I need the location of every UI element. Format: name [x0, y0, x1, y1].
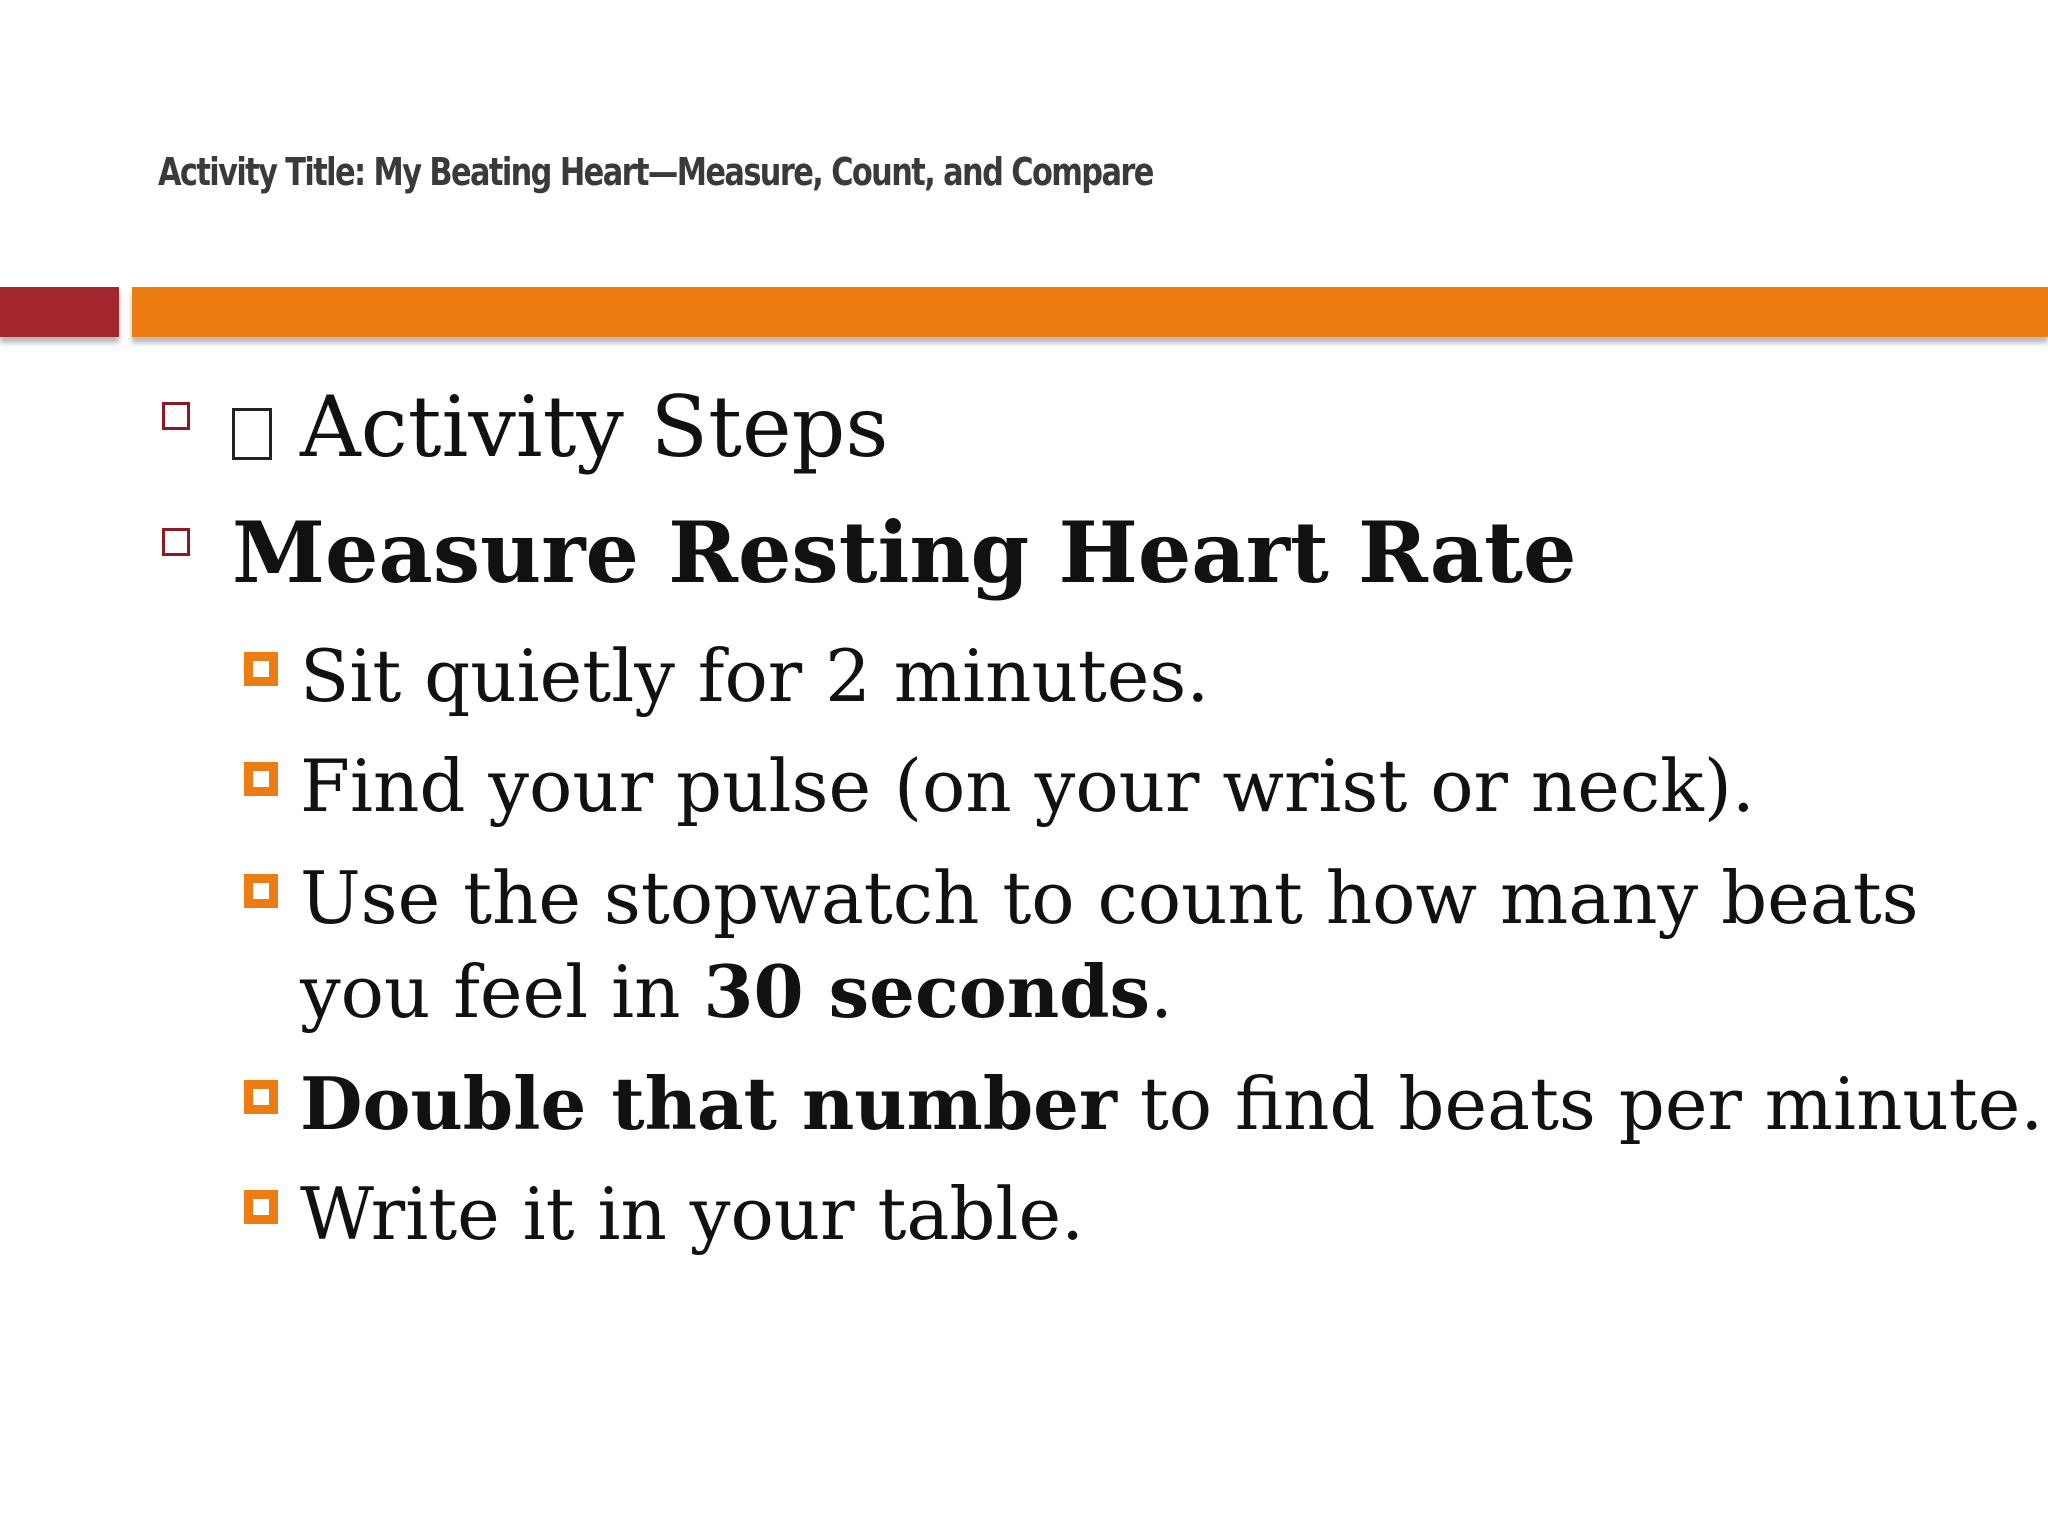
outline-square-bullet-icon: [162, 402, 190, 430]
outline-square-bullet-icon: [162, 528, 190, 556]
empty-box-glyph-icon: [232, 408, 272, 460]
bullet-activity-steps: [232, 378, 889, 476]
step-use-stopwatch-bold: 30 seconds: [703, 949, 1151, 1034]
slide-title: Activity Title: My Beating Heart—Measure, Count, and Compare: [158, 150, 1153, 194]
orange-square-bullet-icon: [244, 874, 278, 908]
orange-square-bullet-icon: [244, 1190, 278, 1224]
orange-square-bullet-icon: [244, 652, 278, 686]
step-sit-quietly: Sit quietly for 2 minutes.: [300, 634, 1210, 718]
orange-square-bullet-icon: [244, 762, 278, 796]
step-use-stopwatch-line2: [300, 949, 1173, 1034]
orange-square-bullet-icon: [244, 1080, 278, 1114]
step-double-number: [300, 1061, 2044, 1146]
step-write-table: Write it in your table.: [300, 1172, 1084, 1256]
step-use-stopwatch-end: .: [1150, 950, 1173, 1034]
step-double-number-text: to find beats per minute.: [1116, 1062, 2044, 1146]
heading-measure-resting-heart-rate: Measure Resting Heart Rate: [232, 503, 1577, 602]
step-double-number-bold: Double that number: [300, 1061, 1117, 1146]
step-find-pulse: Find your pulse (on your wrist or neck).: [300, 744, 1755, 828]
activity-steps-label: Activity Steps: [300, 378, 889, 476]
step-use-stopwatch-line1: Use the stopwatch to count how many beats: [300, 856, 1919, 940]
step-use-stopwatch-text: you feel in: [300, 950, 704, 1034]
